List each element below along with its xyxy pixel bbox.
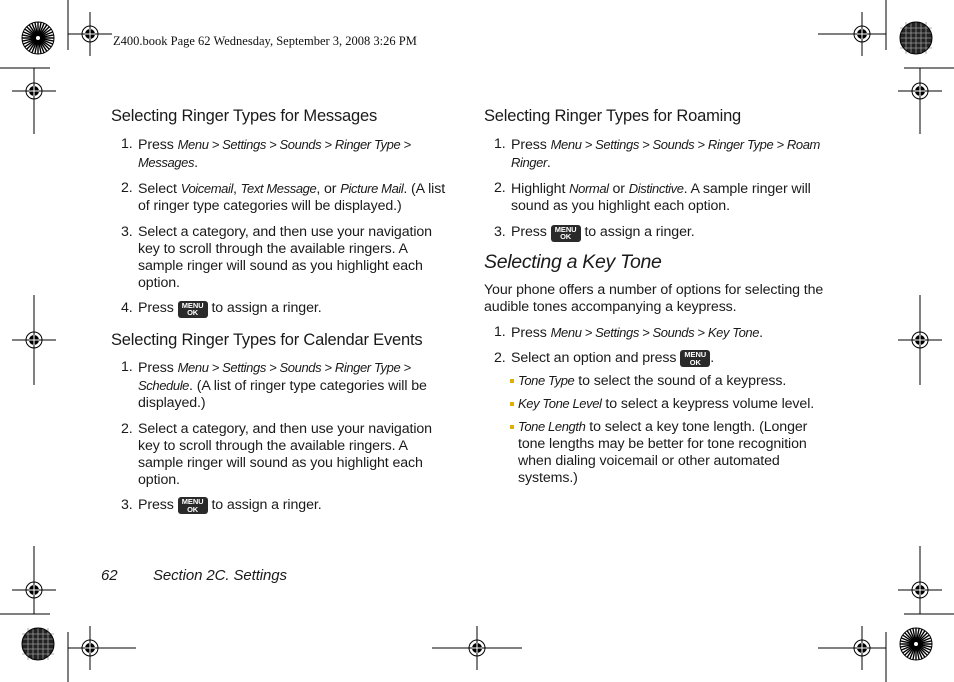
messages-step-4: 4. Press MENU OK to assign a ringer. [121,300,322,317]
roaming-step-3: 3. Press MENU OK to assign a ringer. [494,224,695,241]
calendar-step-2: 2. Select a category, and then use your navigation key to scroll through the available ringers. A sample ringer will sound as you highlight each option. [121,420,432,488]
menu-ok-key-icon: MENU OK [178,497,208,514]
bullet-tone-length: Tone Length to select a key tone length. (Longer tone lengths may be better for tone recognition when dialing voicemail or other automated systems.) [484,418,834,487]
keytone-step-1: 1. Press Menu > Settings > Sounds > Key Tone. [494,323,763,341]
bullet-square-icon [510,402,514,406]
section-title: Section 2C. Settings [153,567,287,584]
menu-ok-key-icon: MENU OK [551,225,581,242]
roaming-step-2: 2. Highlight Normal or Distinctive. A sample ringer will sound as you highlight each option. [494,180,811,214]
left-column [111,106,456,514]
page-number: 62 [101,567,118,584]
key-tone-intro: Your phone offers a number of options for selecting the audible tones accompanying a keypress. [484,281,824,315]
bullet-key-tone-level: Key Tone Level to select a keypress volume level. [484,395,834,413]
bullet-tone-type: Tone Type to select the sound of a keypress. [484,372,834,390]
roaming-step-1: 1. Press Menu > Settings > Sounds > Ringer Type > Roam Ringer. [494,136,820,171]
menu-path: Menu > Settings > Sounds > Ringer Type > Messages [138,137,411,170]
messages-step-1: 1. Press Menu > Settings > Sounds > Ringer Type > Messages. [121,136,411,171]
bullet-square-icon [510,425,514,429]
heading-roaming: Selecting Ringer Types for Roaming [484,107,742,125]
keytone-step-2: 2. Select an option and press MENU OK . [494,349,715,367]
heading-messages: Selecting Ringer Types for Messages [111,107,377,125]
menu-path: Menu > Settings > Sounds > Ringer Type > Schedule [138,359,411,393]
print-header: Z400.book Page 62 Wednesday, September 3, 2008 3:26 PM [113,34,417,48]
calendar-step-1: 1. Press Menu > Settings > Sounds > Ringer Type > Schedule. (A list of ringer type categories will be displayed.) [121,358,427,411]
messages-step-3: 3. Select a category, and then use your navigation key to scroll through the available ringers. A sample ringer will sound as you highlight each option. [121,224,432,291]
heading-calendar: Selecting Ringer Types for Calendar Events [111,330,423,349]
heading-key-tone: Selecting a Key Tone [484,250,662,273]
menu-ok-key-icon: MENU OK [680,350,710,367]
bullet-square-icon [510,379,514,383]
right-column [484,106,834,487]
menu-ok-key-icon: MENU OK [178,301,208,318]
menu-path: Menu > Settings > Sounds > Key Tone [550,324,760,340]
menu-path: Menu > Settings > Sounds > Ringer Type > Roam Ringer [511,137,820,170]
calendar-step-3: 3. Press MENU OK to assign a ringer. [121,496,322,514]
messages-step-2: 2. Select Voicemail, Text Message, or Picture Mail. (A list of ringer type categories will be displayed.) [121,180,446,214]
